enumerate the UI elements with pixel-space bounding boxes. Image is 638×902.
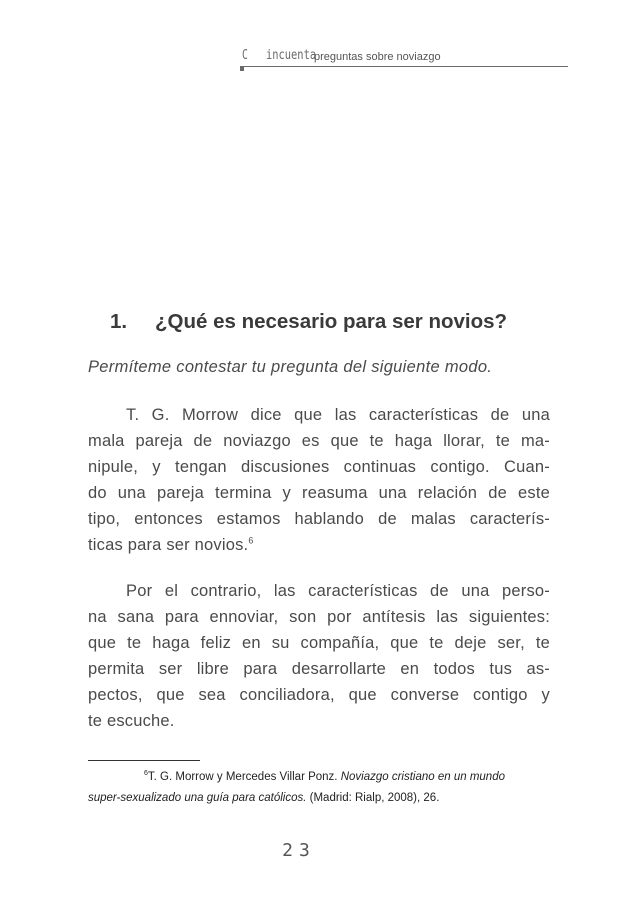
paragraph-line: permita ser libre para desarrollarte en todos tus as- bbox=[88, 660, 550, 678]
paragraph-line: que te haga feliz en su compañía, que te deje ser, te bbox=[88, 634, 550, 652]
section-title: ¿Qué es necesario para ser novios? bbox=[155, 310, 508, 333]
footnote bbox=[88, 767, 550, 809]
footnote-publication: (Madrid: Rialp, 2008), 26. bbox=[306, 792, 440, 804]
paragraph-line: tipo, entonces estamos hablando de malas caracterís- bbox=[88, 510, 550, 528]
paragraph-line: Por el contrario, las características de una perso- bbox=[126, 582, 550, 600]
paragraph-line: mala pareja de noviazgo es que te haga llorar, te ma- bbox=[88, 432, 550, 450]
footnote-authors: T. G. Morrow y Mercedes Villar Ponz. bbox=[147, 771, 341, 783]
footnote-reference: 6 bbox=[248, 535, 254, 546]
paragraph-line: T. G. Morrow dice que las características de una bbox=[126, 406, 550, 424]
footnote-line-1 bbox=[88, 767, 550, 788]
footnote-line-2 bbox=[88, 788, 550, 809]
paragraph-line: do una pareja termina y reasuma una relación de este bbox=[88, 484, 550, 502]
page-number: 23 bbox=[282, 840, 316, 861]
header-word: incuenta bbox=[266, 48, 317, 63]
paragraph-line: na sana para ennoviar, son por antítesis las siguientes: bbox=[88, 608, 550, 626]
footnote-title-1: Noviazgo cristiano en un mundo bbox=[340, 771, 505, 783]
footnote-marker: 6 bbox=[144, 770, 148, 778]
paragraph-line: pectos, que sea conciliadora, que converse contigo y bbox=[88, 686, 550, 704]
paragraph-last-line bbox=[88, 532, 550, 558]
section-heading bbox=[110, 310, 507, 334]
paragraph-line: ticas para ser novios. bbox=[88, 536, 249, 554]
header-subtitle: preguntas sobre noviazgo bbox=[314, 51, 441, 63]
footnote-title-2: super-sexualizado una guía para católicos. bbox=[88, 792, 307, 804]
header-square-mark bbox=[240, 67, 244, 71]
footnote-divider bbox=[88, 760, 200, 761]
running-header bbox=[240, 50, 568, 67]
paragraph-1 bbox=[88, 402, 550, 558]
section-number: 1. bbox=[110, 310, 128, 333]
paragraph-line: te escuche. bbox=[88, 712, 175, 730]
paragraph-line: nipule, y tengan discusiones continuas contigo. Cuan- bbox=[88, 458, 550, 476]
intro-sentence: Permíteme contestar tu pregunta del siguiente modo. bbox=[88, 358, 493, 376]
header-initial: C bbox=[242, 48, 248, 63]
paragraph-2 bbox=[88, 578, 550, 734]
